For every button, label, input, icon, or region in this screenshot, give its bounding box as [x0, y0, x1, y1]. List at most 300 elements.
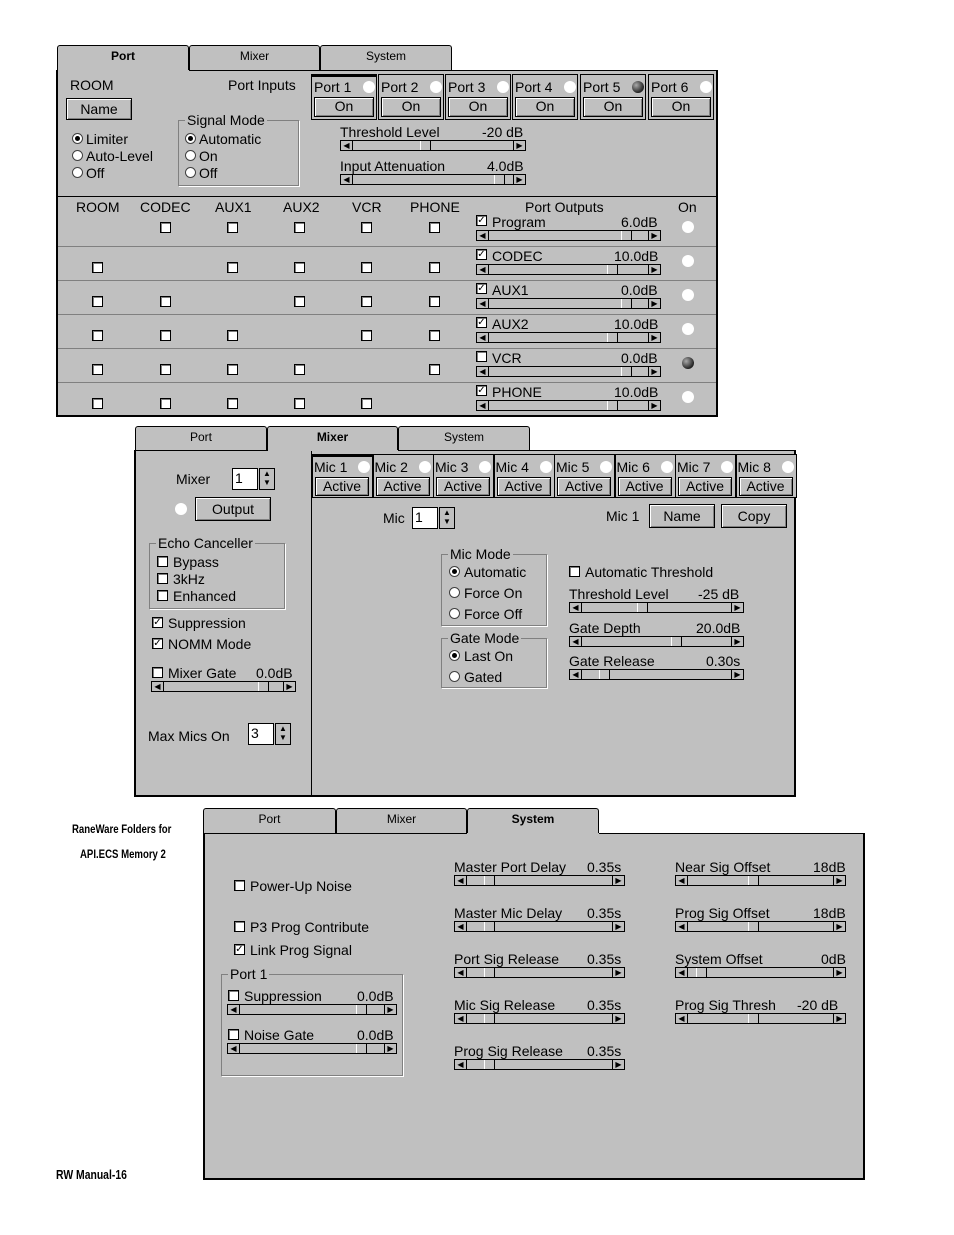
port-outputs-label: Port Outputs: [525, 199, 604, 215]
mic-threshold-label: Threshold Level: [569, 586, 669, 602]
sys-slider-value: 0.35s: [587, 859, 622, 875]
power-up-noise-checkbox[interactable]: [234, 880, 245, 891]
mic-led: [419, 461, 431, 473]
matrix-checkbox[interactable]: [294, 296, 305, 307]
slider-thumb[interactable]: [748, 876, 759, 885]
matrix-checkbox[interactable]: [227, 330, 238, 341]
port1-label: Port 1: [230, 966, 268, 982]
mixer-gate-checkbox[interactable]: [152, 667, 163, 678]
scroll-right-icon[interactable]: ▶: [833, 968, 845, 977]
scroll-right-icon[interactable]: ▶: [384, 1005, 396, 1014]
slider-thumb[interactable]: [607, 333, 618, 342]
off-label: Off: [86, 165, 105, 181]
input-attenuation-value: 4.0dB: [487, 158, 524, 174]
mic-automatic-label: Automatic: [464, 564, 527, 580]
mic-led: [600, 461, 612, 473]
scroll-right-icon[interactable]: ▶: [612, 968, 624, 977]
sys-slider-value: 18dB: [813, 859, 846, 875]
slider-thumb[interactable]: [484, 968, 495, 977]
mic-label: Mic 3: [435, 459, 469, 475]
signal-off-label: Off: [199, 165, 218, 181]
signal-off-radio[interactable]: [185, 167, 196, 178]
gate-mode-label: Gate Mode: [450, 630, 520, 646]
3khz-checkbox[interactable]: [157, 573, 168, 584]
p3-prog-label: P3 Prog Contribute: [250, 919, 370, 935]
mic-led: [721, 461, 733, 473]
sys-slider-value: 0.35s: [587, 951, 622, 967]
output-led: [682, 289, 694, 301]
mic-label: Mic: [383, 510, 405, 526]
scroll-left-icon[interactable]: ◀: [570, 637, 582, 646]
signal-automatic-label: Automatic: [199, 131, 262, 147]
mic-name-label: Mic 1: [606, 508, 640, 524]
mic-led: [479, 461, 491, 473]
noise-gate-value: 0.0dB: [357, 1027, 394, 1043]
sys-slider[interactable]: [454, 1059, 625, 1070]
port-inputs-label: Port Inputs: [228, 77, 296, 93]
scroll-left-icon[interactable]: ◀: [152, 682, 164, 691]
tab-system-3[interactable]: System: [467, 808, 599, 834]
force-on-radio[interactable]: [449, 587, 460, 598]
matrix-checkbox[interactable]: [227, 222, 238, 233]
mixer-gate-slider[interactable]: [151, 681, 296, 692]
port-on-button[interactable]: On: [381, 97, 441, 117]
sys-slider-label: Near Sig Offset: [675, 859, 771, 875]
force-on-label: Force On: [464, 585, 523, 601]
output-checkbox[interactable]: ✓: [477, 385, 486, 396]
mic-automatic-radio[interactable]: [449, 566, 460, 577]
mic-led: [661, 461, 673, 473]
scroll-left-icon[interactable]: ◀: [455, 922, 467, 931]
port-on-button[interactable]: On: [583, 97, 643, 117]
matrix-checkbox[interactable]: [294, 398, 305, 409]
matrix-checkbox[interactable]: [294, 222, 305, 233]
sys-slider[interactable]: [675, 967, 846, 978]
output-checkbox[interactable]: [476, 351, 487, 362]
scroll-right-icon[interactable]: ▶: [612, 1060, 624, 1069]
slider-thumb[interactable]: [484, 1060, 495, 1069]
sys-slider-label: Master Mic Delay: [454, 905, 563, 921]
matrix-checkbox[interactable]: [294, 262, 305, 273]
sys-slider-label: Port Sig Release: [454, 951, 560, 967]
tab-mixer-2[interactable]: Mixer: [267, 426, 398, 450]
limiter-radio[interactable]: [72, 133, 83, 144]
scroll-right-icon[interactable]: ▶: [648, 231, 660, 240]
gate-depth-slider[interactable]: [569, 636, 744, 647]
scroll-left-icon[interactable]: ◀: [570, 603, 582, 612]
tab-port[interactable]: Port: [57, 45, 189, 71]
scroll-right-icon[interactable]: ▶: [648, 265, 660, 274]
mic-active-button[interactable]: Active: [436, 477, 490, 496]
scroll-right-icon[interactable]: ▶: [731, 603, 743, 612]
slider-thumb[interactable]: [484, 1014, 495, 1023]
name-button[interactable]: Name: [66, 98, 132, 120]
signal-on-radio[interactable]: [185, 150, 196, 161]
sys-slider-value: -20 dB: [797, 997, 839, 1013]
port-on-button[interactable]: On: [314, 97, 374, 117]
mixer-label: Mixer: [176, 471, 211, 487]
max-mics-spin[interactable]: 3: [248, 723, 274, 745]
nomm-label: NOMM Mode: [168, 636, 252, 652]
enhanced-checkbox[interactable]: [157, 590, 168, 601]
mic-threshold-value: -25 dB: [698, 586, 740, 602]
port-threshold-slider[interactable]: [340, 140, 526, 151]
output-slider[interactable]: [476, 366, 661, 377]
output-led: [682, 323, 694, 335]
matrix-checkbox[interactable]: [160, 330, 171, 341]
matrix-checkbox[interactable]: [429, 222, 440, 233]
slider-thumb[interactable]: [494, 175, 505, 184]
port-label: Port 1: [314, 79, 352, 95]
mic-led: [540, 461, 552, 473]
scroll-right-icon[interactable]: ▶: [612, 1014, 624, 1023]
output-slider[interactable]: [476, 230, 661, 241]
output-name: VCR: [492, 350, 522, 366]
sys-slider-label: Master Port Delay: [454, 859, 567, 875]
gate-release-value: 0.30s: [706, 653, 741, 669]
scroll-left-icon[interactable]: ◀: [228, 1005, 240, 1014]
sys-suppression-checkbox[interactable]: [228, 990, 239, 1001]
scroll-left-icon[interactable]: ◀: [477, 265, 489, 274]
bypass-checkbox[interactable]: [157, 556, 168, 567]
mic-label: Mic 8: [737, 459, 771, 475]
sys-slider-label: Prog Sig Thresh: [675, 997, 776, 1013]
mic-led: [358, 461, 370, 473]
tab-port-3[interactable]: Port: [203, 808, 336, 834]
mic-label: Mic 1: [314, 459, 348, 475]
output-led: [175, 503, 187, 515]
signal-mode-label: Signal Mode: [187, 112, 265, 128]
mic-active-button[interactable]: Active: [315, 477, 369, 496]
slider-thumb[interactable]: [621, 299, 632, 308]
noise-gate-checkbox[interactable]: [228, 1029, 239, 1040]
mic-active-button[interactable]: Active: [739, 477, 793, 496]
port-panel: [56, 70, 718, 417]
slider-thumb[interactable]: [356, 1044, 367, 1053]
output-checkbox[interactable]: ✓: [477, 249, 486, 260]
sys-slider[interactable]: [454, 875, 625, 886]
matrix-checkbox[interactable]: [160, 364, 171, 375]
output-name: AUX1: [492, 282, 529, 298]
gate-release-slider[interactable]: [569, 669, 744, 680]
signal-automatic-radio[interactable]: [185, 133, 196, 144]
tab-system-2[interactable]: System: [398, 426, 530, 450]
output-slider[interactable]: [476, 298, 661, 309]
matrix-header: CODEC: [140, 199, 191, 215]
scroll-right-icon[interactable]: ▶: [648, 367, 660, 376]
enhanced-label: Enhanced: [173, 588, 237, 604]
tab-mixer[interactable]: Mixer: [189, 45, 320, 71]
scroll-left-icon[interactable]: ◀: [455, 1014, 467, 1023]
mic-spin[interactable]: 1: [412, 507, 438, 529]
3khz-label: 3kHz: [173, 571, 205, 587]
output-checkbox[interactable]: ✓: [477, 317, 486, 328]
scroll-left-icon[interactable]: ◀: [676, 876, 688, 885]
scroll-right-icon[interactable]: ▶: [648, 299, 660, 308]
scroll-left-icon[interactable]: ◀: [341, 141, 353, 150]
auto-level-label: Auto-Level: [86, 148, 153, 164]
last-on-radio[interactable]: [449, 650, 460, 661]
page-footer: RW Manual-16: [56, 1167, 127, 1182]
output-name: CODEC: [492, 248, 543, 264]
folder-caption-line2: API.ECS Memory 2: [80, 847, 166, 861]
mic-name-button[interactable]: Name: [649, 504, 715, 528]
matrix-checkbox[interactable]: [294, 364, 305, 375]
sys-slider[interactable]: [454, 1013, 625, 1024]
scroll-right-icon[interactable]: ▶: [612, 876, 624, 885]
sys-slider-value: 0.35s: [587, 905, 622, 921]
mic-spin-buttons[interactable]: ▲ ▼: [439, 507, 455, 529]
scroll-left-icon[interactable]: ◀: [455, 876, 467, 885]
signal-on-label: On: [199, 148, 218, 164]
scroll-right-icon[interactable]: ▶: [833, 876, 845, 885]
matrix-checkbox[interactable]: [227, 398, 238, 409]
mixer-gate-value: 0.0dB: [256, 665, 293, 681]
scroll-right-icon[interactable]: ▶: [612, 922, 624, 931]
scroll-left-icon[interactable]: ◀: [676, 1014, 688, 1023]
slider-thumb[interactable]: [258, 682, 269, 691]
power-up-noise-label: Power-Up Noise: [250, 878, 352, 894]
matrix-checkbox[interactable]: [361, 296, 372, 307]
scroll-left-icon[interactable]: ◀: [341, 175, 353, 184]
scroll-left-icon[interactable]: ◀: [228, 1044, 240, 1053]
off-radio[interactable]: [72, 167, 83, 178]
mic-active-button[interactable]: Active: [678, 477, 732, 496]
port-label: Port 4: [515, 79, 553, 95]
mic-label: Mic 4: [495, 459, 529, 475]
sys-suppression-slider[interactable]: [227, 1004, 397, 1015]
gate-release-label: Gate Release: [569, 653, 655, 669]
auto-threshold-label: Automatic Threshold: [585, 564, 714, 580]
matrix-header: VCR: [352, 199, 382, 215]
sys-slider-value: 0dB: [821, 951, 846, 967]
tab-system[interactable]: System: [320, 45, 452, 71]
scroll-right-icon[interactable]: ▶: [648, 401, 660, 410]
slider-thumb[interactable]: [696, 968, 707, 977]
scroll-left-icon[interactable]: ◀: [455, 1060, 467, 1069]
mixer-spin[interactable]: 1: [232, 468, 258, 490]
folder-caption-line1: RaneWare Folders for: [72, 822, 172, 836]
matrix-header: ROOM: [76, 199, 120, 215]
matrix-checkbox[interactable]: [160, 222, 171, 233]
gated-label: Gated: [464, 669, 503, 685]
slider-thumb[interactable]: [484, 876, 495, 885]
suppression-label: Suppression: [168, 615, 246, 631]
max-mics-label: Max Mics On: [148, 728, 230, 744]
force-off-radio[interactable]: [449, 608, 460, 619]
scroll-left-icon[interactable]: ◀: [477, 231, 489, 240]
matrix-checkbox[interactable]: [160, 296, 171, 307]
matrix-checkbox[interactable]: [92, 262, 103, 273]
scroll-right-icon[interactable]: ▶: [384, 1044, 396, 1053]
noise-gate-label: Noise Gate: [244, 1027, 315, 1043]
slider-thumb[interactable]: [420, 141, 431, 150]
slider-thumb[interactable]: [621, 367, 632, 376]
input-attenuation-slider[interactable]: [340, 174, 526, 185]
output-value: 0.0dB: [621, 282, 658, 298]
mic-active-button[interactable]: Active: [618, 477, 672, 496]
port-led: [632, 81, 644, 93]
matrix-checkbox[interactable]: [92, 296, 103, 307]
port-label: Port 6: [651, 79, 689, 95]
mic-active-button[interactable]: Active: [376, 477, 430, 496]
sys-slider-value: 0.35s: [587, 997, 622, 1013]
slider-thumb[interactable]: [607, 265, 618, 274]
port-on-button[interactable]: On: [651, 97, 711, 117]
output-value: 6.0dB: [621, 214, 658, 230]
port-led: [700, 81, 712, 93]
sys-slider[interactable]: [454, 967, 625, 978]
scroll-left-icon[interactable]: ◀: [477, 401, 489, 410]
slider-thumb[interactable]: [637, 603, 648, 612]
output-value: 10.0dB: [614, 248, 659, 264]
output-value: 10.0dB: [614, 384, 659, 400]
matrix-checkbox[interactable]: [227, 364, 238, 375]
sys-slider-label: System Offset: [675, 951, 763, 967]
sys-slider[interactable]: [454, 921, 625, 932]
mixer-spin-buttons[interactable]: ▲ ▼: [259, 468, 275, 490]
matrix-checkbox[interactable]: [92, 364, 103, 375]
link-prog-checkbox[interactable]: ✓: [235, 944, 244, 955]
bypass-label: Bypass: [173, 554, 219, 570]
sys-slider-label: Prog Sig Release: [454, 1043, 563, 1059]
scroll-left-icon[interactable]: ◀: [477, 299, 489, 308]
scroll-right-icon[interactable]: ▶: [731, 670, 743, 679]
matrix-checkbox[interactable]: [429, 364, 440, 375]
output-name: Program: [492, 214, 546, 230]
copy-button[interactable]: Copy: [721, 504, 787, 528]
noise-gate-slider[interactable]: [227, 1043, 397, 1054]
matrix-checkbox[interactable]: [361, 398, 372, 409]
scroll-right-icon[interactable]: ▶: [513, 141, 525, 150]
matrix-checkbox[interactable]: [160, 398, 171, 409]
scroll-right-icon[interactable]: ▶: [513, 175, 525, 184]
scroll-left-icon[interactable]: ◀: [477, 333, 489, 342]
mic-label: Mic 2: [374, 459, 408, 475]
mic-mode-label: Mic Mode: [450, 546, 511, 562]
scroll-right-icon[interactable]: ▶: [833, 1014, 845, 1023]
suppression-checkbox[interactable]: ✓: [153, 617, 162, 628]
p3-prog-checkbox[interactable]: [234, 921, 245, 932]
port-led: [497, 81, 509, 93]
matrix-header: AUX1: [215, 199, 252, 215]
port-led: [564, 81, 576, 93]
output-checkbox[interactable]: ✓: [477, 215, 486, 226]
room-label: ROOM: [70, 77, 114, 93]
port-on-button[interactable]: On: [448, 97, 508, 117]
matrix-checkbox[interactable]: [429, 296, 440, 307]
output-led: [682, 255, 694, 267]
sys-suppression-value: 0.0dB: [357, 988, 394, 1004]
scroll-left-icon[interactable]: ◀: [455, 968, 467, 977]
signal-mode-group: [178, 112, 299, 186]
output-led: [682, 391, 694, 403]
echo-canceller-label: Echo Canceller: [158, 535, 253, 551]
matrix-checkbox[interactable]: [92, 330, 103, 341]
output-name: PHONE: [492, 384, 542, 400]
output-slider[interactable]: [476, 264, 661, 275]
mic-label: Mic 5: [556, 459, 590, 475]
scroll-left-icon[interactable]: ◀: [477, 367, 489, 376]
output-slider[interactable]: [476, 400, 661, 411]
matrix-header: AUX2: [283, 199, 320, 215]
max-mics-spin-buttons[interactable]: ▲ ▼: [275, 723, 291, 745]
nomm-checkbox[interactable]: ✓: [153, 638, 162, 649]
port-label: Port 5: [583, 79, 621, 95]
scroll-right-icon[interactable]: ▶: [731, 637, 743, 646]
slider-thumb[interactable]: [356, 1005, 367, 1014]
scroll-left-icon[interactable]: ◀: [676, 968, 688, 977]
slider-thumb[interactable]: [484, 922, 495, 931]
port-on-button[interactable]: On: [515, 97, 575, 117]
slider-thumb[interactable]: [748, 1014, 759, 1023]
port-threshold-value: -20 dB: [482, 124, 524, 140]
output-checkbox[interactable]: ✓: [477, 283, 486, 294]
scroll-left-icon[interactable]: ◀: [676, 922, 688, 931]
port-led: [430, 81, 442, 93]
slider-thumb[interactable]: [748, 922, 759, 931]
sys-slider-value: 18dB: [813, 905, 846, 921]
mic-threshold-slider[interactable]: [569, 602, 744, 613]
auto-level-radio[interactable]: [72, 150, 83, 161]
auto-threshold-checkbox[interactable]: [569, 566, 580, 577]
sys-suppression-label: Suppression: [244, 988, 322, 1004]
matrix-checkbox[interactable]: [429, 262, 440, 273]
matrix-checkbox[interactable]: [361, 262, 372, 273]
gate-depth-label: Gate Depth: [569, 620, 641, 636]
limiter-label: Limiter: [86, 131, 129, 147]
slider-thumb[interactable]: [607, 401, 618, 410]
matrix-header: PHONE: [410, 199, 460, 215]
mic-active-button[interactable]: Active: [497, 477, 551, 496]
slider-thumb[interactable]: [671, 637, 682, 646]
matrix-checkbox[interactable]: [429, 330, 440, 341]
slider-thumb[interactable]: [599, 670, 610, 679]
output-led: [682, 357, 694, 369]
mic-active-button[interactable]: Active: [557, 477, 611, 496]
matrix-checkbox[interactable]: [227, 262, 238, 273]
tab-port-2[interactable]: Port: [135, 426, 267, 450]
sys-slider[interactable]: [675, 921, 846, 932]
mic-label: Mic 7: [677, 459, 711, 475]
slider-thumb[interactable]: [621, 231, 632, 240]
scroll-left-icon[interactable]: ◀: [570, 670, 582, 679]
output-value: 0.0dB: [621, 350, 658, 366]
last-on-label: Last On: [464, 648, 514, 664]
sys-slider[interactable]: [675, 1013, 846, 1024]
output-slider[interactable]: [476, 332, 661, 343]
port-label: Port 2: [381, 79, 419, 95]
matrix-checkbox[interactable]: [361, 222, 372, 233]
sys-slider-value: 0.35s: [587, 1043, 622, 1059]
output-button[interactable]: Output: [195, 497, 271, 521]
input-attenuation-label: Input Attenuation: [340, 158, 446, 174]
scroll-right-icon[interactable]: ▶: [648, 333, 660, 342]
output-name: AUX2: [492, 316, 529, 332]
sys-slider-label: Mic Sig Release: [454, 997, 556, 1013]
scroll-right-icon[interactable]: ▶: [283, 682, 295, 691]
port-threshold-label: Threshold Level: [340, 124, 440, 140]
mixer-gate-label: Mixer Gate: [168, 665, 237, 681]
gated-radio[interactable]: [449, 671, 460, 682]
tab-mixer-3[interactable]: Mixer: [336, 808, 467, 834]
sys-slider[interactable]: [675, 875, 846, 886]
scroll-right-icon[interactable]: ▶: [833, 922, 845, 931]
port-led: [363, 81, 375, 93]
matrix-checkbox[interactable]: [361, 330, 372, 341]
matrix-checkbox[interactable]: [92, 398, 103, 409]
link-prog-label: Link Prog Signal: [250, 942, 352, 958]
